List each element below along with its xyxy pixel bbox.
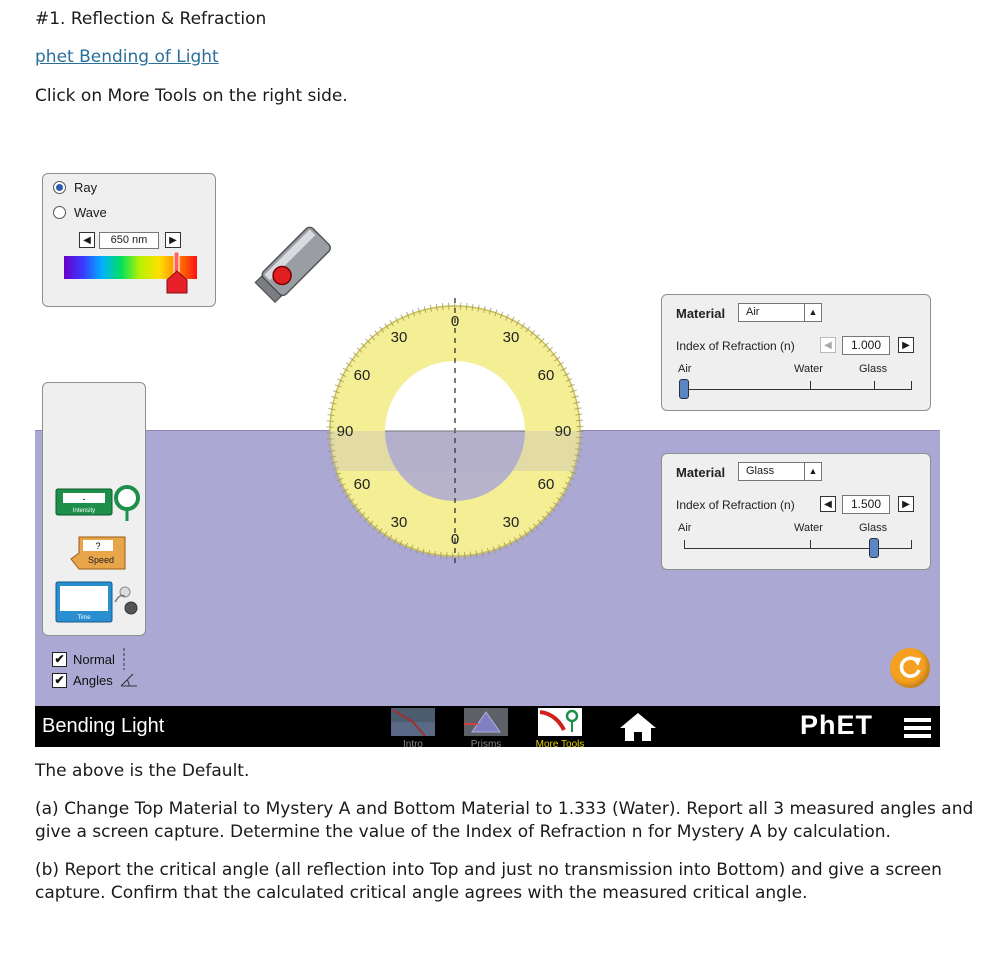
- normal-line-icon: [121, 648, 127, 670]
- tab-intro[interactable]: [384, 706, 442, 747]
- top-index-decrease-button[interactable]: ◀: [820, 337, 836, 353]
- ray-label: Ray: [74, 180, 98, 195]
- top-material-label: Material: [676, 306, 726, 321]
- angles-icon: [119, 672, 139, 688]
- bottom-index-slider-thumb[interactable]: [869, 538, 879, 558]
- ray-radio[interactable]: [53, 181, 66, 194]
- protractor[interactable]: [317, 292, 593, 577]
- wavelength-increase-button[interactable]: ▶: [165, 232, 181, 248]
- time-meter-tool[interactable]: [55, 580, 141, 626]
- angles-checkbox-row[interactable]: [52, 672, 139, 688]
- protractor-tick-60-bottom-left: 60: [353, 476, 371, 493]
- tab-more-tools[interactable]: [531, 706, 589, 747]
- top-index-label: Index of Refraction (n): [676, 339, 795, 353]
- tab-prisms-label: Prisms: [470, 739, 502, 747]
- wave-radio-row[interactable]: [53, 205, 107, 220]
- normal-checkbox[interactable]: ✔: [52, 652, 67, 667]
- tab-more-tools-label: More Tools: [535, 739, 585, 747]
- protractor-tick-60-top-right: 60: [537, 367, 555, 384]
- protractor-tick-30-top-left: 30: [390, 329, 408, 346]
- bottom-scale-air: Air: [678, 522, 692, 534]
- phet-logo[interactable]: PhET: [800, 710, 874, 740]
- intro-tab-icon: [391, 708, 435, 736]
- top-index-slider-thumb[interactable]: [679, 379, 689, 399]
- reset-icon: [890, 648, 930, 688]
- intensity-meter-tool[interactable]: [55, 481, 141, 525]
- default-note: The above is the Default.: [35, 761, 250, 781]
- top-material-value: Air: [746, 306, 760, 318]
- tab-prisms[interactable]: [457, 706, 515, 747]
- page-heading: #1. Reflection & Refraction: [35, 9, 267, 29]
- top-tick-end: [911, 381, 912, 390]
- instruction-text: Click on More Tools on the right side.: [35, 86, 348, 106]
- top-scale-air: Air: [678, 363, 692, 375]
- bottom-scale-glass: Glass: [859, 522, 888, 534]
- wave-label: Wave: [74, 205, 107, 220]
- wavelength-slider-thumb[interactable]: [164, 252, 190, 294]
- sim-title: Bending Light: [42, 715, 165, 737]
- top-tick-glass: [874, 381, 875, 390]
- bottom-material-panel: [661, 453, 931, 570]
- top-scale-water: Water: [794, 363, 823, 375]
- normal-label: Normal: [73, 651, 115, 667]
- time-meter-label: Time: [77, 615, 91, 621]
- question-b: (b) Report the critical angle (all reflection into Top and just no transmission into Bottom) and give a screen capture. Confirm that the calculated critical angle agrees with the measured critical angle.: [35, 860, 942, 903]
- dropdown-arrow-icon: ▲: [804, 463, 821, 480]
- top-index-value: 1.000: [842, 336, 890, 355]
- prisms-tab-icon: [464, 708, 508, 736]
- speed-tool[interactable]: [69, 535, 129, 571]
- protractor-tick-60-top-left: 60: [353, 367, 371, 384]
- more-tools-tab-icon: [538, 708, 582, 736]
- bottom-material-dropdown[interactable]: [738, 462, 822, 481]
- protractor-tick-30-bottom-right: 30: [502, 514, 520, 531]
- angles-label: Angles: [73, 672, 113, 688]
- bottom-scale-water: Water: [794, 522, 823, 534]
- bottom-material-value: Glass: [746, 465, 775, 477]
- protractor-tick-0-top: 0: [450, 313, 460, 330]
- bottom-tick-air: [684, 540, 685, 549]
- simulation-screenshot: [35, 140, 940, 747]
- protractor-tick-90-right: 90: [554, 423, 572, 440]
- bottom-index-label: Index of Refraction (n): [676, 498, 795, 512]
- protractor-tick-30-bottom-left: 30: [390, 514, 408, 531]
- protractor-tick-0-bottom: 0: [450, 531, 460, 548]
- home-icon[interactable]: [618, 711, 658, 743]
- speed-tool-label: Speed: [87, 555, 115, 565]
- top-material-panel: [661, 294, 931, 411]
- top-index-slider-track[interactable]: [684, 389, 912, 390]
- angles-checkbox[interactable]: ✔: [52, 673, 67, 688]
- navigation-bar: [35, 706, 940, 747]
- protractor-tick-30-top-right: 30: [502, 329, 520, 346]
- tab-intro-label: Intro: [402, 739, 423, 747]
- intensity-meter-label: Intensity: [72, 508, 96, 514]
- top-tick-water: [810, 381, 811, 390]
- wavelength-value: 650 nm: [99, 232, 159, 249]
- bottom-tick-end: [911, 540, 912, 549]
- question-a: (a) Change Top Material to Mystery A and Bottom Material to 1.333 (Water). Report all 3 measured angles and give a screen capture. Determine the value of the Index of Refraction n for Mystery A by calculation.: [35, 799, 974, 842]
- reset-all-button[interactable]: [890, 648, 930, 688]
- light-source-panel: [42, 173, 216, 307]
- hamburger-menu-icon[interactable]: [904, 718, 931, 742]
- protractor-tick-60-bottom-right: 60: [537, 476, 555, 493]
- bottom-index-value: 1.500: [842, 495, 890, 514]
- protractor-tick-90-left: 90: [336, 423, 354, 440]
- normal-checkbox-row[interactable]: [52, 648, 127, 670]
- bottom-material-label: Material: [676, 465, 726, 480]
- phet-link[interactable]: phet Bending of Light: [35, 47, 219, 67]
- wave-radio[interactable]: [53, 206, 66, 219]
- top-scale-glass: Glass: [859, 363, 888, 375]
- intensity-meter-value: -: [82, 494, 86, 504]
- bottom-tick-water: [810, 540, 811, 549]
- ray-radio-row[interactable]: [53, 180, 97, 195]
- bottom-index-increase-button[interactable]: ▶: [898, 496, 914, 512]
- top-material-dropdown[interactable]: [738, 303, 822, 322]
- speed-tool-value: ?: [95, 541, 101, 551]
- wavelength-decrease-button[interactable]: ◀: [79, 232, 95, 248]
- bottom-index-decrease-button[interactable]: ◀: [820, 496, 836, 512]
- tool-box: [42, 382, 146, 636]
- top-index-increase-button[interactable]: ▶: [898, 337, 914, 353]
- dropdown-arrow-icon: ▲: [804, 304, 821, 321]
